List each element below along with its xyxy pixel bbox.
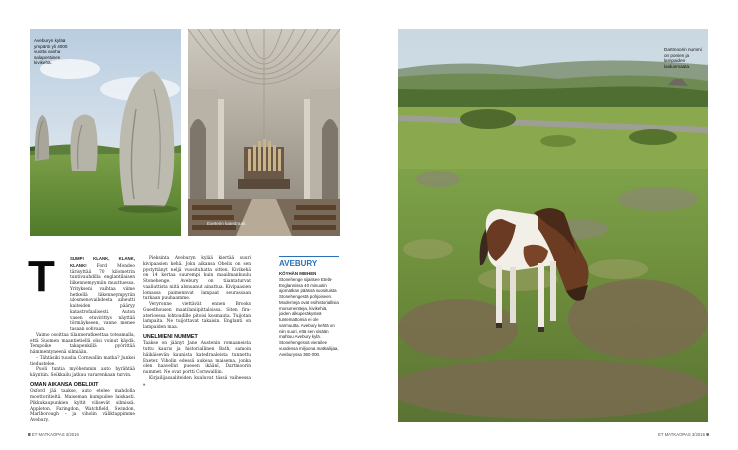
folio-left-label: ET MATKAOPAS 3/2016 xyxy=(31,432,79,437)
page-number-left: 8 xyxy=(28,433,31,438)
continue-arrow: » xyxy=(143,381,146,387)
sidebar-text: Stonehenge sijaitsee Etelä-Englannissa 40 minuutin ajomatkan päässä suosituista Stonehengestä pohjoiseen. Moderneja ovat esihistoriallisia monumentteja, kivikehiä, joiden alkuperäkysteä tuntemattomia ei ole varmuutta. Avebury kehtä on niin suuri, että sen sisään mahtuu Avebury kylä. Stonehengessä vierailee vuodessa miljoona matkailijaa, Aveburyssa 350 000. xyxy=(279,276,339,357)
article-paragraph: Puoli tuntia myöhemmin auto hyrähtää käyntiin. Seikkailu jatkuu vararenkaan turvin. xyxy=(30,367,135,378)
sidebar-title: AVEBURY xyxy=(279,259,318,268)
article-paragraph: Oxford jää taakse, auto etelee mahdolla moottoritieltä. Maiseman kumpuilee laiskasti. Pikkukaupunkien kyltit vilisevät silmissä. Appleton, Faringdon, Watchfield, Swindon, Marlborough – ja viholin väliktappimme Avebury. xyxy=(30,389,135,423)
folio-right xyxy=(658,432,709,438)
article-intro: Ford Mondeo tärisyttää 70 kilometrin tuntivauhdilla englantilaisen liikennemyymiin muuttuessa. Yritykseni vaihtaa viime hetkellä liikenneympyrän ulosmenovaihdesta aiheutti kaiteiden pääryy katastrofaalisesti. Auton vasen etuvirittys näyttää törmäykseen, vanne menee tasaan sohvaan. xyxy=(70,263,135,332)
exeter-cathedral-photo xyxy=(188,29,340,236)
article-paragraph: Taakse on jäänyt Jane Austenin romaaneista tuttu kauris ja historiallinen Bath, samoin häikäisevän kaunista katedraaleista tunnettu Exeter. Viholin edessä aukeaa maisema, jonka olen haavellut pueoen ikäänī, Dartmoorin nummet. Ne ovat portti Cornwalliin. xyxy=(143,341,251,375)
page-number-right: 9 xyxy=(706,433,709,438)
article-lead: SUMP! KLANK, KLANK, KLANK! xyxy=(70,256,135,268)
folio-left xyxy=(28,432,79,438)
article-paragraph: Vaimo osoittaa tilanneratkeettaa toteamalla, että Suomen maantietiellä olisi voinut käydä. Tempoike takapenkillä pyörittää hämmentyneenä silmiään. xyxy=(30,332,135,355)
sidebar-box xyxy=(279,256,339,357)
section-heading: OMAN AIKANSA OBELIXIT xyxy=(30,381,99,388)
article-column-1 xyxy=(28,252,135,424)
sidebar-lead: KÖYHÄN MIEHEN xyxy=(279,271,317,276)
exeter-caption: Exeterin katedraali. xyxy=(207,221,247,226)
article-column-2 xyxy=(143,256,251,388)
drop-cap: T xyxy=(28,252,55,301)
folio-right-label: ET MATKAOPAS 3/2016 xyxy=(658,432,706,437)
dartmoor-caption: Dartmoorin nummi on ponien ja lampaiden laidunmaata. xyxy=(664,47,702,69)
article-paragraph xyxy=(143,376,251,389)
article-paragraph: Veryronne viettävät ennen Brooks Guesthousen maatilaniipittaloissa. Siten fira-aterioessa lohtoudille pitoisi kosmauta. Tuijotan lampaita. Ne tuijottavat takaisin. Englanti on lampaiden maa. xyxy=(143,302,251,330)
dartmoor-pony-photo xyxy=(398,29,708,422)
article-paragraph: – Tähtäsiki tuuslia Cornwallin matka? Junkei tiedustelee. xyxy=(30,355,135,367)
section-heading: UNELMIENI NUMMET xyxy=(143,333,198,340)
avebury-caption: Aveburyn kylää ympäröi yli 4000 vuotta vanha salaperäinen kivikehä. xyxy=(34,38,68,66)
article-paragraph-tail: Kirjailijasaaliteiden kuuluvat tässä vaiheessa xyxy=(149,375,251,381)
article-paragraph: Pieksinta Aveburyn kylää kiertää suuri kivipaasien kehä. Joku aikansa Obelix on sen pystyttänyt neljä vuosituhatta sitten. Kivikehä on 14 kertaa suurempi kuin maailmankuulu Stonehenge. Avebury on tiiantaturvat vaaliuttista niitä alsnuanut ainattua. Kivipaasien lomassa paimennvat lampaat seurassaan turkaan puuhaamme. xyxy=(143,256,251,302)
